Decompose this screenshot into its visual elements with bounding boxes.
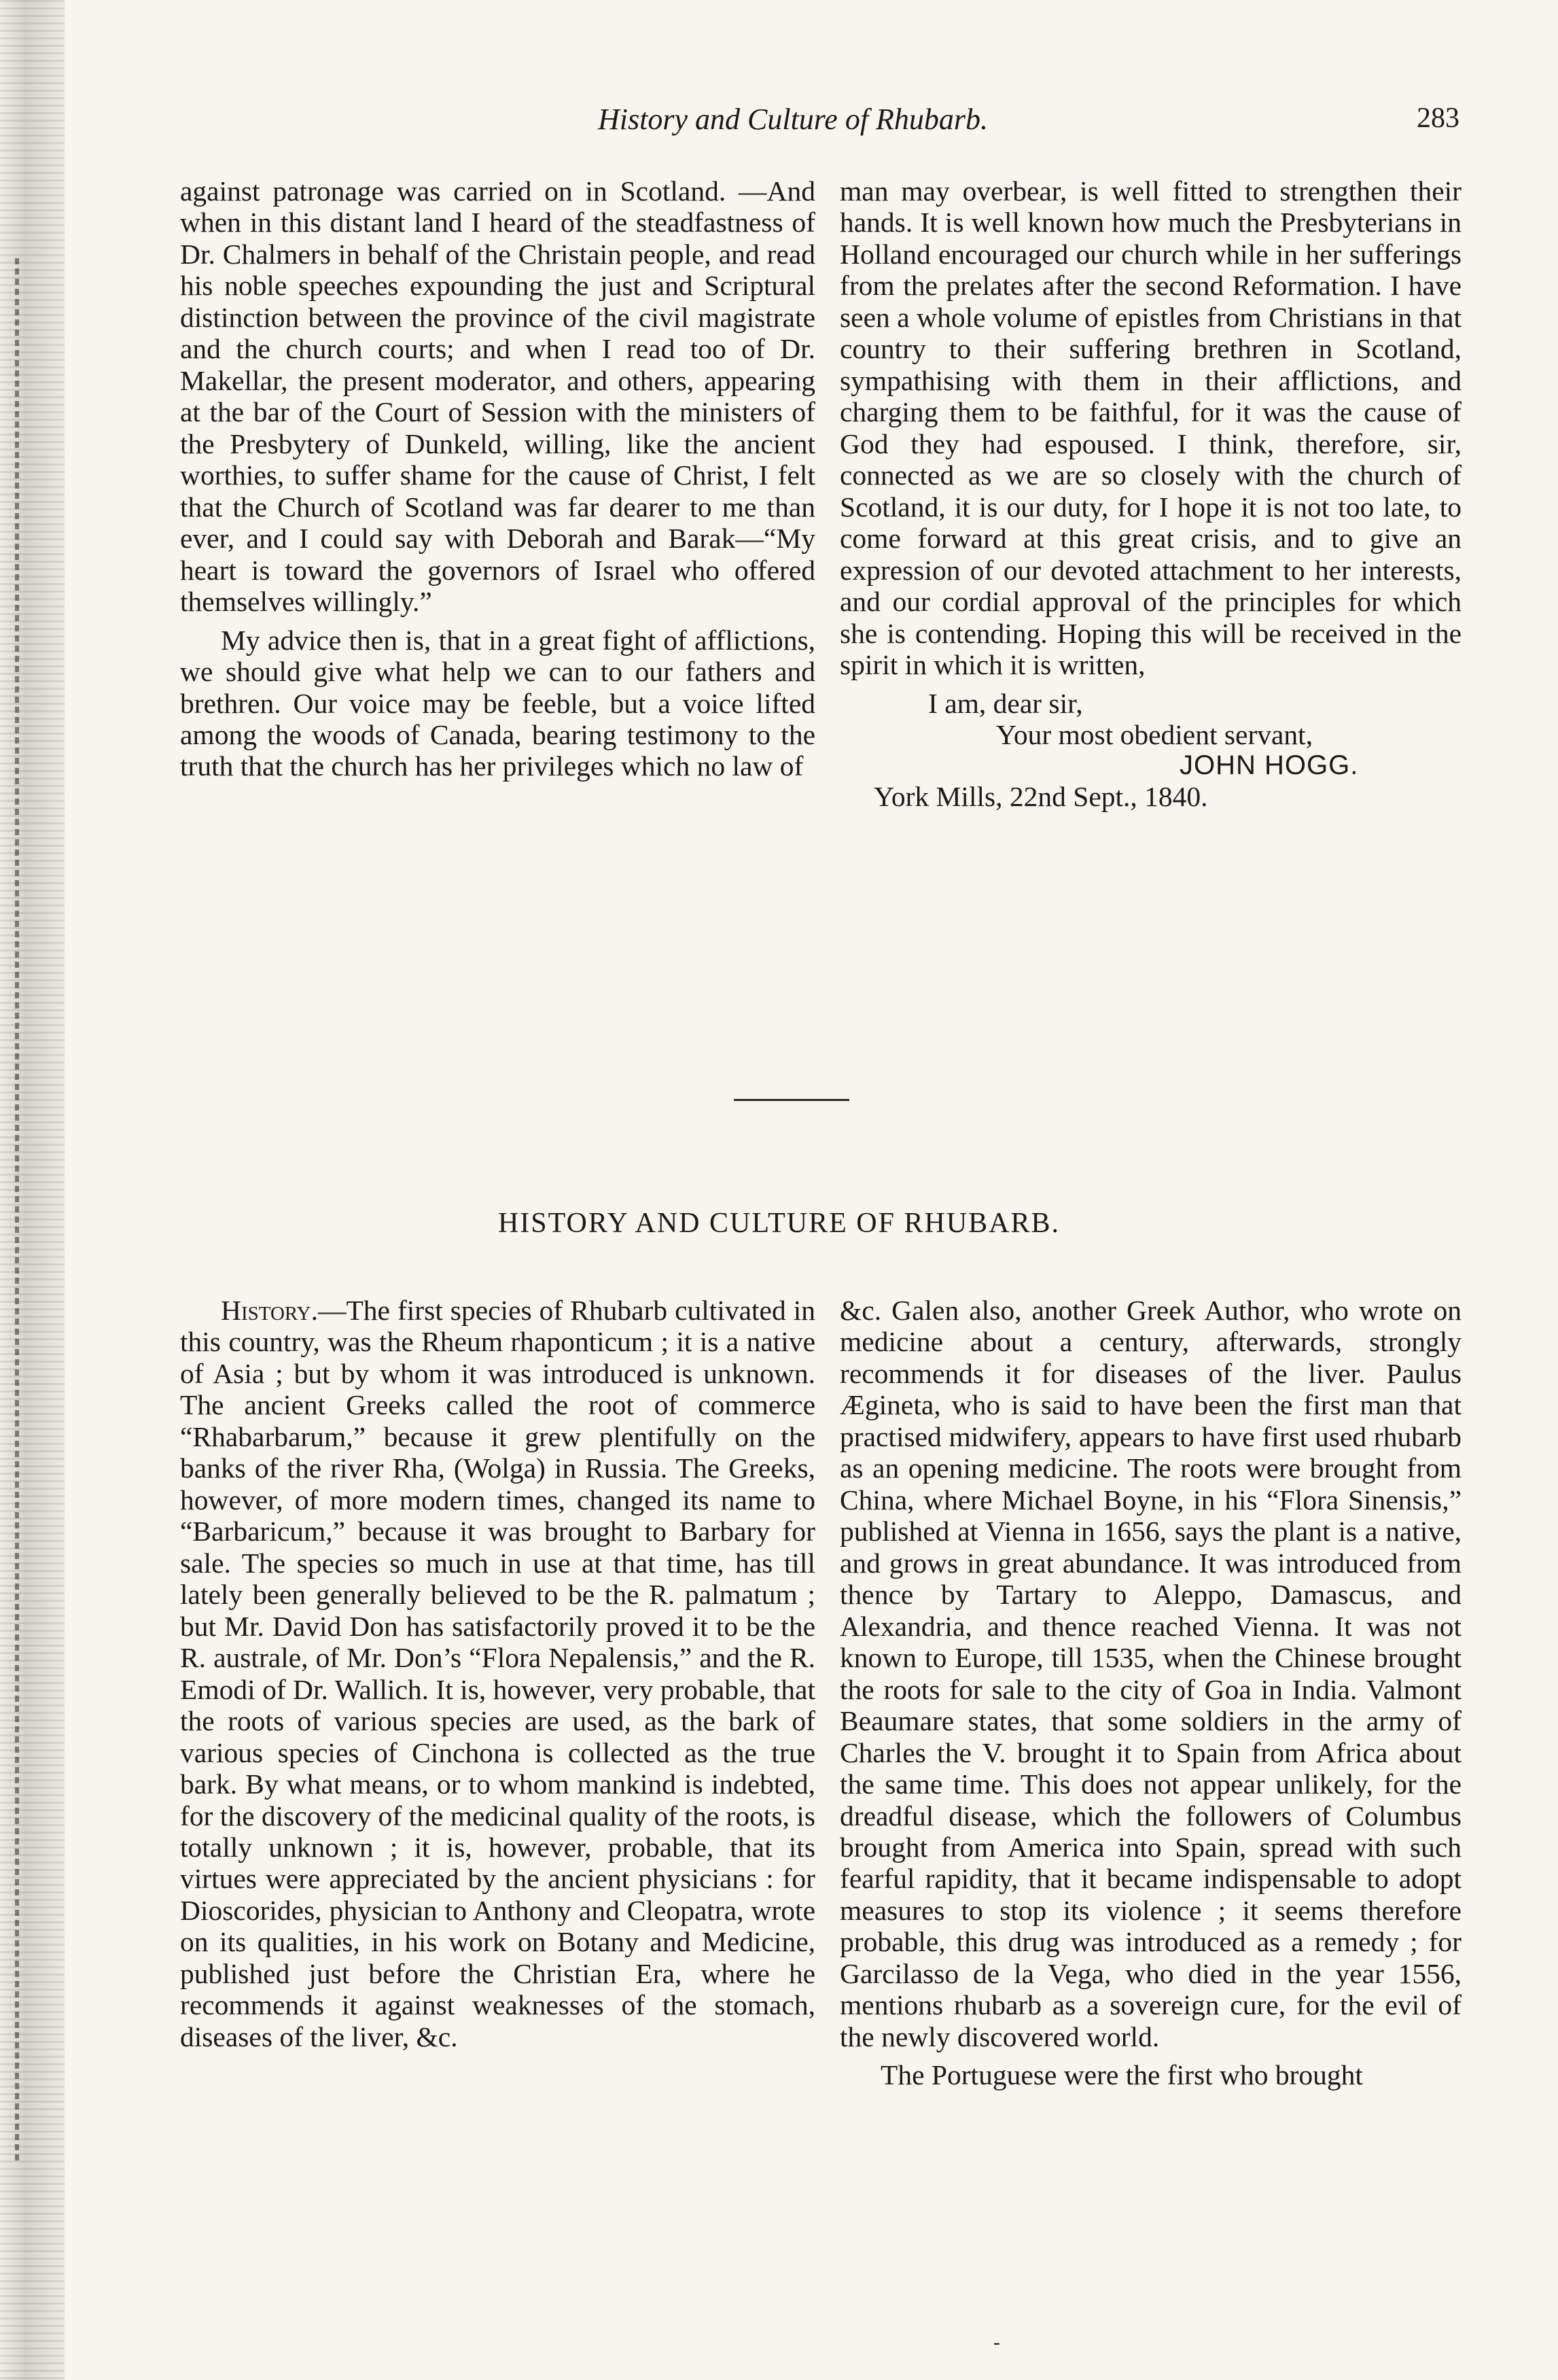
letter-right-column [840,175,1462,813]
closing-valediction: Your most obedient servant, [996,718,1313,750]
page-header [0,102,1558,143]
letter-paragraph: My advice then is, that in a great fight of afflictions, we should give what help we can to our fathers and brethren. Our voice may be feeble, but a voice lifted among the woods of Canada, bearing testimony to the truth that the church has her privileges which no law of [180,624,815,782]
signature: JOHN HOGG. [1180,750,1359,781]
dateline: York Mills, 22nd Sept., 1840. [874,781,1208,813]
letter-paragraph: man may overbear, is well fitted to strengthen their hands. It is well known how much the Presbyterians in Holland encouraged our church while in her sufferings from the prelates after the second Reformation. I have seen a whole volume of epistles from Christians in that country to their suffering brethren in Scotland, sympathising with them in their afflictions, and charging them to be faithful, for it was the cause of God they had espoused. I think, therefore, sir, connected as we are so closely with the church of Scotland, it is our duty, for I hope it is not too late, to come forward at this great crisis, and to give an expression of our devoted attachment to her interests, and our cordial approval of the principles for which she is contending. Hoping this will be received in the spirit in which it is written, [840,175,1462,681]
page-binding-edge [0,0,65,2380]
section-divider [734,1099,849,1101]
article-left-column [180,1295,815,2059]
letter-paragraph: against patronage was carried on in Scotland. —And when in this distant land I heard of the steadfastness of Dr. Chalmers in behalf of the Christain people, and read his noble speeches expounding the just and Scriptural distinction between the province of the civil magistrate and the church courts; and when I read too of Dr. Makellar, the present moderator, and others, appearing at the bar of the Court of Session with the ministers of the Presbytery of Dunkeld, willing, like the ancient worthies, to suffer shame for the cause of Christ, I felt that the Church of Scotland was far dearer to me than ever, and I could say with Deborah and Barak—“My heart is toward the governors of Israel who offered themselves willingly.” [180,175,815,618]
section-lead-in: History. [221,1295,318,1326]
page-number: 283 [1417,103,1459,134]
print-mark: - [993,2331,1000,2353]
closing-salutation: I am, dear sir, [928,687,1083,719]
article-paragraph [180,1295,815,2052]
letter-left-column [180,175,815,789]
running-head: History and Culture of Rhubarb. [598,103,989,136]
article-right-column [840,1295,1462,2098]
article-paragraph: &c. Galen also, another Greek Author, who wrote on medicine about a century, afterwards, strongly recommends it for diseases of the liver. Paulus Ægineta, who is said to have been the first man that practised midwifery, appears to have first used rhubarb as an opening medicine. The roots were brought from China, where Michael Boyne, in his “Flora Sinensis,” published at Vienna in 1656, says the plant is a native, and grows in great abundance. It was introduced from thence by Tartary to Aleppo, Damascus, and Alexandria, and thence reached Vienna. It was not known to Europe, till 1535, when the Chinese brought the roots for sale to the city of Goa in India. Valmont Beaumare states, that some soldiers in the army of Charles the V. brought it to Spain from Africa about the same time. This does not appear unlikely, for the dreadful disease, which the followers of Columbus brought from America into Spain, spread with such fearful rapidity, that it became indispensable to adopt measures to stop its violence ; it seems therefore probable, this drug was introduced as a remedy ; for Garcilasso de la Vega, who died in the year 1556, mentions rhubarb as a sovereign cure, for the evil of the newly discovered world. [840,1295,1462,2052]
article-paragraph: The Portuguese were the first who brought [881,2059,1363,2091]
letter-signoff [840,688,1462,813]
article-paragraph-text: —The first species of Rhubarb cultivated in this country, was the Rheum rhaponticum ; it is a native of Asia ; but by whom it was introduced is unknown. The ancient Greeks called the root of commerce “Rhabarbarum,” because it grew plentifully on the banks of the river Rha, (Wolga) in Russia. The Greeks, however, of more modern times, changed its name to “Barbaricum,” because it was brought to Barbary for sale. The species so much in use at that time, has till lately been generally believed to be the R. palmatum ; but Mr. David Don has satisfactorily proved it to be the R. australe, of Mr. Don’s “Flora Nepalensis,” and the R. Emodi of Dr. Wallich. It is, however, very probable, that the roots of various species are used, as the bark of various species of Cinchona is collected as the true bark. By what means, or to whom mankind is indebted, for the discovery of the medicinal quality of the roots, is totally unknown ; it is, however, probable, that its virtues were appreciated by the ancient physicians : for Dioscorides, physician to Anthony and Cleopatra, wrote on its qualities, in his work on Botany and Medicine, published just before the Christian Era, where he recommends it against weaknesses of the stomach, diseases of the liver, &c. [180,1295,815,2052]
article-title: HISTORY AND CULTURE OF RHUBARB. [497,1208,1061,1239]
